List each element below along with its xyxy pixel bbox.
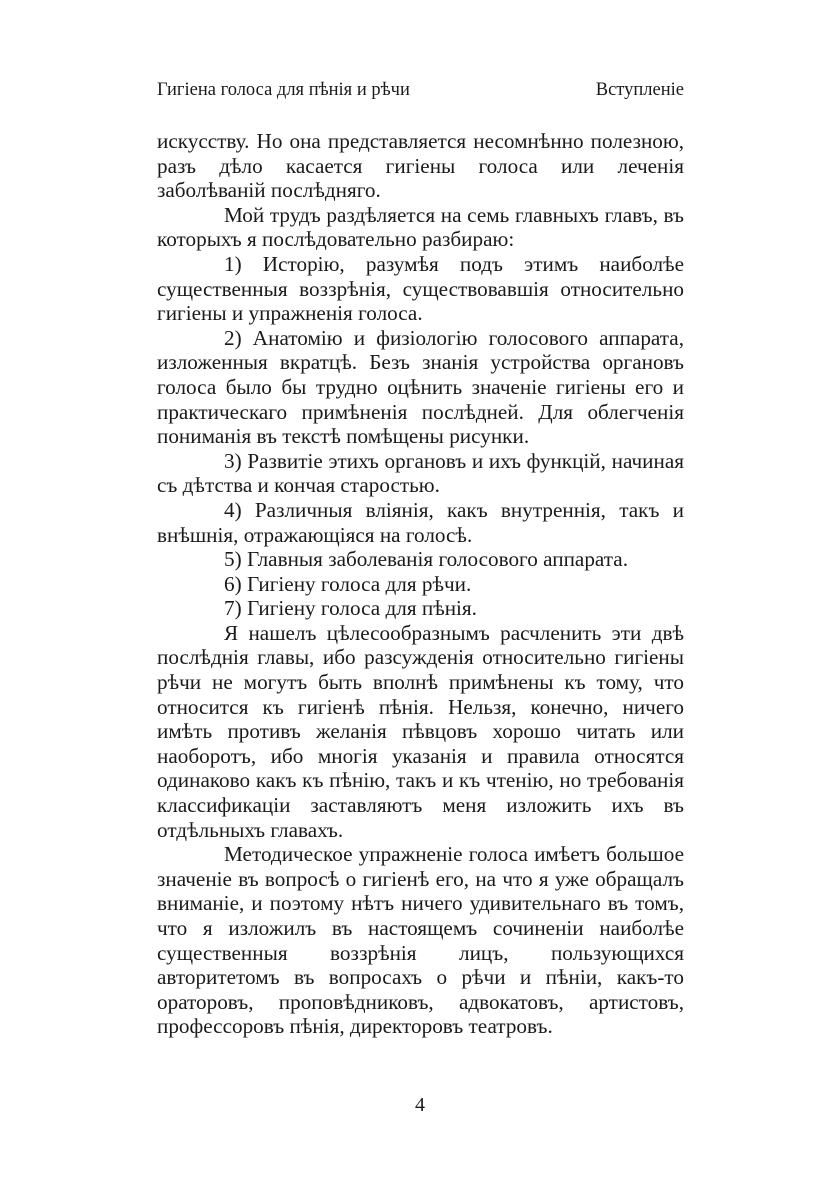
paragraph-methodical-exercise: Методическое упражненіе голоса имѣетъ большое значеніе въ вопросѣ о гигіенѣ его, на что я уже обращалъ вниманіе, и поэтому нѣтъ ничего удивительнаго въ томъ, что я изложилъ въ настоящемъ сочиненіи наиболѣе существенныя воззрѣнія лицъ, пользующихся авторитетомъ въ вопросахъ о рѣчи и пѣніи, какъ-то ораторовъ, проповѣдниковъ, адвокатовъ, артистовъ, профессоровъ пѣнія, директоровъ театровъ. — [157, 842, 684, 1039]
paragraph-chapters-intro: Мой трудъ раздѣляется на семь главныхъ главъ, въ которыхъ я послѣдовательно разбираю: — [157, 202, 684, 252]
list-item-1: 1) Исторію, разумѣя подъ этимъ наиболѣе существенныя воззрѣнія, существовавшія относительно гигіены и упражненія голоса. — [157, 251, 684, 326]
list-item-3: 3) Развитіе этихъ органовъ и ихъ функцій, начиная съ дѣтства и кончая старостью. — [157, 448, 684, 498]
body-text — [157, 129, 684, 1039]
list-item-4: 4) Различныя вліянія, какъ внутреннія, такъ и внѣшнія, отражающіяся на голосѣ. — [157, 497, 684, 547]
paragraph-continuation: искусству. Но она представляется несомнѣнно полезною, разъ дѣло касается гигіены голоса или леченія заболѣваній послѣдняго. — [157, 129, 684, 203]
list-item-7: 7) Гигіену голоса для пѣнія. — [224, 596, 477, 621]
header-chapter-title: Вступленіе — [595, 80, 684, 100]
header-book-title: Гигiена голоса для пѣнія и рѣчи — [157, 80, 410, 100]
list-item-2: 2) Анатомію и физіологію голосового аппарата, изложенныя вкратцѣ. Безъ знанія устройства органовъ голоса было бы трудно оцѣнить значеніе гигіены его и практическаго примѣненія послѣдней. Для облегченія пониманія въ текстѣ помѣщены рисунки. — [157, 325, 684, 449]
list-item-6: 6) Гигіену голоса для рѣчи. — [224, 571, 472, 596]
page-number: 4 — [415, 1094, 425, 1116]
running-header — [157, 76, 684, 104]
list-item-5: 5) Главныя заболеванія голосового аппарата. — [224, 547, 628, 572]
paragraph-classification: Я нашелъ цѣлесообразнымъ расчленить эти двѣ послѣднія главы, ибо разсужденія относительно гигіены рѣчи не могутъ быть вполнѣ примѣнены къ тому, что относится къ гигіенѣ пѣнія. Нельзя, конечно, ничего имѣть противъ желанія пѣвцовъ хорошо читать или наоборотъ, ибо многія указанія и правила относятся одинаково какъ къ пѣнію, такъ и къ чтенію, но требованія классификаціи заставляютъ меня изложить ихъ въ отдѣльныхъ главахъ. — [157, 620, 684, 842]
